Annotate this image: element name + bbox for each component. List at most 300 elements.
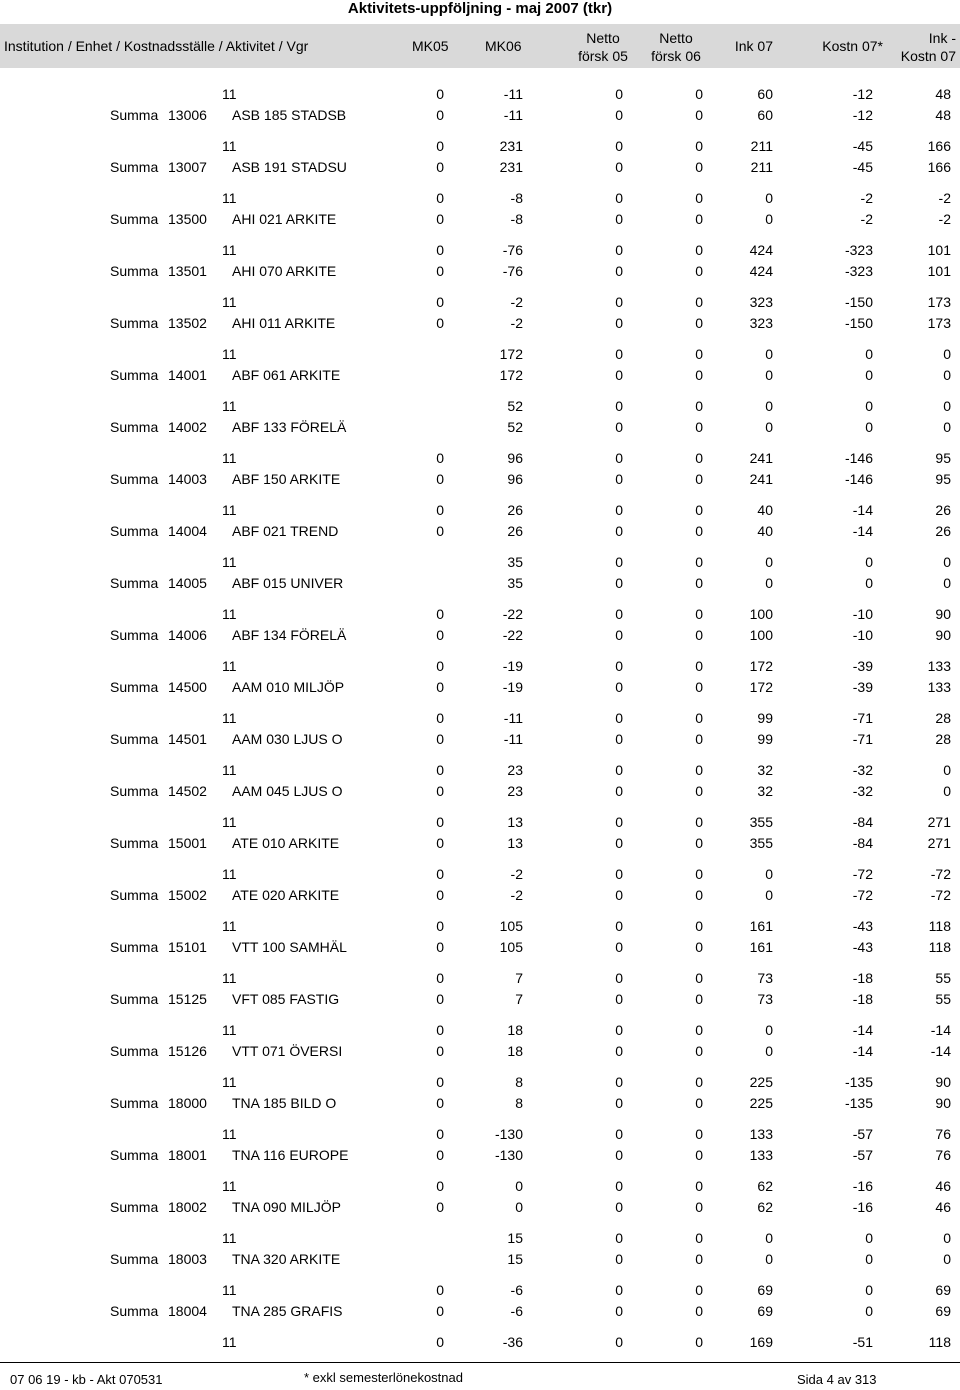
kostn07-total-cell: -14 [852, 1043, 873, 1059]
summary-row [0, 573, 960, 593]
mk05-cell: 0 [436, 294, 444, 310]
netto05-total-cell: 0 [615, 263, 623, 279]
vgr-cell: 11 [222, 814, 237, 830]
activity-name: VFT 085 FASTIG [232, 991, 340, 1007]
header-mk05: MK05 [412, 38, 449, 54]
table-row-group [0, 702, 960, 754]
kostn07-cell: -2 [860, 190, 873, 206]
ink07-cell: 0 [765, 346, 773, 362]
summary-row [0, 885, 960, 905]
mk06-total-cell: 35 [507, 575, 523, 591]
netto05-total-cell: 0 [615, 887, 623, 903]
detail-row [0, 864, 960, 884]
ink07-total-cell: 0 [765, 367, 773, 383]
netto05-total-cell: 0 [615, 991, 623, 1007]
detail-row [0, 240, 960, 260]
mk06-cell: 26 [507, 502, 523, 518]
netto05-cell: 0 [615, 294, 623, 310]
header-ink07: Ink 07 [734, 38, 773, 54]
mk05-total-cell: 0 [436, 1303, 444, 1319]
netto05-total-cell: 0 [615, 419, 623, 435]
mk06-cell: -2 [510, 294, 523, 310]
mk05-cell: 0 [436, 866, 444, 882]
table-row-group [0, 1014, 960, 1066]
mk06-cell: -19 [502, 658, 523, 674]
netto06-total-cell: 0 [695, 731, 703, 747]
netto06-cell: 0 [695, 918, 703, 934]
mk05-cell: 0 [436, 242, 444, 258]
vgr-cell: 11 [222, 502, 237, 518]
detail-row [0, 812, 960, 832]
summa-label: Summa [110, 887, 159, 903]
netto06-cell: 0 [695, 242, 703, 258]
ink07-total-cell: 73 [757, 991, 773, 1007]
ink07-cell: 99 [757, 710, 773, 726]
vgr-cell: 11 [222, 346, 237, 362]
mk06-cell: 18 [507, 1022, 523, 1038]
mk06-cell: 23 [507, 762, 523, 778]
diff-total-cell: 101 [927, 263, 951, 279]
netto06-total-cell: 0 [695, 835, 703, 851]
netto06-cell: 0 [695, 710, 703, 726]
mk05-cell: 0 [436, 450, 444, 466]
table-row-group [0, 1118, 960, 1170]
netto05-cell: 0 [615, 814, 623, 830]
table-row-group [0, 78, 960, 130]
activity-name: AAM 010 MILJÖP [232, 679, 345, 695]
mk06-total-cell: 15 [507, 1251, 523, 1267]
netto05-total-cell: 0 [615, 679, 623, 695]
mk06-total-cell: -2 [510, 315, 523, 331]
mk05-cell: 0 [436, 1282, 444, 1298]
diff-cell: 271 [927, 814, 951, 830]
netto06-total-cell: 0 [695, 1043, 703, 1059]
mk06-total-cell: 8 [515, 1095, 523, 1111]
summary-row [0, 677, 960, 697]
activity-code: 15126 [168, 1043, 207, 1059]
mk05-total-cell: 0 [436, 939, 444, 955]
detail-row [0, 292, 960, 312]
header-netto06: Netto försk 06 [651, 30, 701, 64]
netto05-total-cell: 0 [615, 471, 623, 487]
summary-row [0, 209, 960, 229]
summary-row [0, 157, 960, 177]
netto06-cell: 0 [695, 294, 703, 310]
page-footer [0, 1362, 960, 1390]
mk05-cell: 0 [436, 606, 444, 622]
ink07-cell: 0 [765, 1230, 773, 1246]
diff-cell: 0 [943, 398, 951, 414]
summary-row [0, 781, 960, 801]
mk06-cell: 96 [507, 450, 523, 466]
mk06-total-cell: 105 [499, 939, 523, 955]
activity-code: 18000 [168, 1095, 207, 1111]
kostn07-total-cell: 0 [865, 575, 873, 591]
mk06-total-cell: 96 [507, 471, 523, 487]
diff-total-cell: 95 [935, 471, 951, 487]
table-row-group [0, 286, 960, 338]
netto05-total-cell: 0 [615, 1147, 623, 1163]
activity-name: ATE 010 ARKITE [232, 835, 340, 851]
table-row-group [0, 494, 960, 546]
summary-row [0, 625, 960, 645]
netto06-total-cell: 0 [695, 1095, 703, 1111]
table-row-group [0, 962, 960, 1014]
mk06-total-cell: 52 [507, 419, 523, 435]
diff-total-cell: 46 [935, 1199, 951, 1215]
netto05-cell: 0 [615, 138, 623, 154]
mk05-cell: 0 [436, 710, 444, 726]
ink07-cell: 0 [765, 398, 773, 414]
ink07-cell: 0 [765, 1022, 773, 1038]
ink07-cell: 100 [749, 606, 773, 622]
diff-cell: 0 [943, 554, 951, 570]
mk05-cell: 0 [436, 762, 444, 778]
kostn07-cell: -146 [844, 450, 873, 466]
summa-label: Summa [110, 991, 159, 1007]
activity-code: 14003 [168, 471, 207, 487]
ink07-cell: 60 [757, 86, 773, 102]
ink07-total-cell: 211 [750, 159, 773, 175]
kostn07-total-cell: -10 [852, 627, 873, 643]
summa-label: Summa [110, 107, 159, 123]
netto05-total-cell: 0 [615, 627, 623, 643]
netto05-cell: 0 [615, 554, 623, 570]
netto06-total-cell: 0 [695, 887, 703, 903]
mk05-total-cell: 0 [436, 1043, 444, 1059]
mk05-total-cell: 0 [436, 887, 444, 903]
summa-label: Summa [110, 523, 159, 539]
mk06-cell: 52 [507, 398, 523, 414]
header-kostn07: Kostn 07* [822, 38, 883, 54]
detail-row [0, 500, 960, 520]
vgr-cell: 11 [222, 710, 237, 726]
summa-label: Summa [110, 471, 159, 487]
netto06-cell: 0 [695, 762, 703, 778]
mk05-total-cell: 0 [436, 731, 444, 747]
diff-cell: 90 [935, 606, 951, 622]
netto06-cell: 0 [695, 1334, 703, 1350]
ink07-cell: 424 [749, 242, 773, 258]
summary-row [0, 313, 960, 333]
kostn07-cell: -84 [852, 814, 873, 830]
netto06-total-cell: 0 [695, 471, 703, 487]
diff-cell: 95 [935, 450, 951, 466]
table-row-group [0, 598, 960, 650]
mk06-cell: 35 [507, 554, 523, 570]
activity-name: VTT 100 SAMHÄL [232, 939, 347, 955]
mk06-cell: 231 [499, 138, 523, 154]
ink07-total-cell: 355 [749, 835, 773, 851]
activity-code: 14001 [168, 367, 207, 383]
diff-cell: 76 [935, 1126, 951, 1142]
vgr-cell: 11 [222, 398, 237, 414]
summary-row [0, 729, 960, 749]
ink07-total-cell: 60 [757, 107, 773, 123]
ink07-total-cell: 0 [765, 419, 773, 435]
summary-row [0, 469, 960, 489]
summary-row [0, 1093, 960, 1113]
kostn07-total-cell: -150 [844, 315, 873, 331]
table-row-group [0, 910, 960, 962]
detail-row [0, 604, 960, 624]
mk06-cell: 15 [507, 1230, 523, 1246]
netto06-total-cell: 0 [695, 991, 703, 1007]
mk06-total-cell: -8 [510, 211, 523, 227]
ink07-cell: 241 [749, 450, 773, 466]
footer-print-info: 07 06 19 - kb - Akt 070531 [10, 1372, 163, 1387]
mk05-cell: 0 [436, 1022, 444, 1038]
kostn07-total-cell: -57 [852, 1147, 873, 1163]
netto05-cell: 0 [615, 1074, 623, 1090]
ink07-cell: 0 [765, 554, 773, 570]
detail-row [0, 552, 960, 572]
mk06-cell: 8 [515, 1074, 523, 1090]
netto06-total-cell: 0 [695, 315, 703, 331]
vgr-cell: 11 [222, 866, 237, 882]
netto06-cell: 0 [695, 1022, 703, 1038]
diff-total-cell: 90 [935, 1095, 951, 1111]
netto06-cell: 0 [695, 190, 703, 206]
kostn07-cell: 0 [865, 1230, 873, 1246]
detail-row [0, 1020, 960, 1040]
summa-label: Summa [110, 159, 159, 175]
summa-label: Summa [110, 1095, 159, 1111]
diff-cell: 118 [928, 1334, 951, 1350]
diff-cell: 46 [935, 1178, 951, 1194]
netto06-total-cell: 0 [695, 1199, 703, 1215]
mk05-cell: 0 [436, 918, 444, 934]
activity-code: 14004 [168, 523, 207, 539]
mk06-total-cell: 0 [515, 1199, 523, 1215]
netto06-cell: 0 [695, 1074, 703, 1090]
vgr-cell: 11 [222, 554, 237, 570]
table-row-group [0, 130, 960, 182]
diff-total-cell: 55 [935, 991, 951, 1007]
netto06-total-cell: 0 [695, 1303, 703, 1319]
ink07-cell: 32 [757, 762, 773, 778]
kostn07-cell: 0 [865, 554, 873, 570]
detail-row [0, 1280, 960, 1300]
diff-total-cell: 0 [943, 783, 951, 799]
activity-code: 15001 [168, 835, 207, 851]
mk05-cell: 0 [436, 1126, 444, 1142]
activity-name: ABF 134 FÖRELÄ [232, 627, 347, 643]
mk05-total-cell: 0 [436, 315, 444, 331]
mk06-total-cell: -11 [503, 731, 523, 747]
netto05-total-cell: 0 [615, 1095, 623, 1111]
activity-name: ABF 133 FÖRELÄ [232, 419, 347, 435]
diff-cell: 69 [935, 1282, 951, 1298]
netto06-total-cell: 0 [695, 263, 703, 279]
netto05-total-cell: 0 [615, 211, 623, 227]
detail-row [0, 1124, 960, 1144]
netto06-cell: 0 [695, 398, 703, 414]
ink07-cell: 323 [749, 294, 773, 310]
ink07-total-cell: 99 [757, 731, 773, 747]
diff-cell: 26 [935, 502, 951, 518]
netto06-cell: 0 [695, 450, 703, 466]
kostn07-cell: -16 [852, 1178, 873, 1194]
mk06-cell: -11 [503, 86, 523, 102]
activity-name: ABF 061 ARKITE [232, 367, 341, 383]
mk05-cell: 0 [436, 190, 444, 206]
activity-name: TNA 185 BILD O [232, 1095, 337, 1111]
activity-code: 15101 [168, 939, 207, 955]
kostn07-cell: -14 [852, 1022, 873, 1038]
netto06-total-cell: 0 [695, 107, 703, 123]
ink07-total-cell: 62 [757, 1199, 773, 1215]
activity-code: 15125 [168, 991, 207, 1007]
netto05-total-cell: 0 [615, 939, 623, 955]
detail-row [0, 708, 960, 728]
mk06-cell: -6 [510, 1282, 523, 1298]
summa-label: Summa [110, 627, 159, 643]
activity-code: 13006 [168, 107, 207, 123]
activity-code: 13502 [168, 315, 207, 331]
mk05-total-cell: 0 [436, 627, 444, 643]
summary-row [0, 1145, 960, 1165]
kostn07-total-cell: -16 [852, 1199, 873, 1215]
netto05-cell: 0 [615, 398, 623, 414]
ink07-cell: 355 [749, 814, 773, 830]
summary-row [0, 365, 960, 385]
netto05-total-cell: 0 [615, 835, 623, 851]
ink07-total-cell: 32 [757, 783, 773, 799]
mk06-cell: 172 [499, 346, 523, 362]
mk06-total-cell: 7 [515, 991, 523, 1007]
ink07-total-cell: 0 [765, 211, 773, 227]
netto05-cell: 0 [615, 970, 623, 986]
mk05-total-cell: 0 [436, 211, 444, 227]
column-header-bar [0, 24, 960, 68]
kostn07-cell: -57 [852, 1126, 873, 1142]
footer-page-number: Sida 4 av 313 [797, 1372, 877, 1387]
diff-cell: -2 [938, 190, 951, 206]
activity-name: TNA 320 ARKITE [232, 1251, 341, 1267]
table-row-group [0, 442, 960, 494]
netto06-cell: 0 [695, 970, 703, 986]
kostn07-cell: -12 [852, 86, 873, 102]
kostn07-cell: -43 [852, 918, 873, 934]
mk06-cell: -11 [503, 710, 523, 726]
netto05-total-cell: 0 [615, 575, 623, 591]
vgr-cell: 11 [222, 242, 237, 258]
diff-cell: 90 [935, 1074, 951, 1090]
mk06-cell: -76 [502, 242, 523, 258]
diff-total-cell: 0 [943, 367, 951, 383]
table-row-group [0, 1222, 960, 1274]
mk05-total-cell: 0 [436, 835, 444, 851]
netto05-cell: 0 [615, 866, 623, 882]
mk05-cell: 0 [436, 970, 444, 986]
vgr-cell: 11 [222, 1334, 237, 1350]
netto05-total-cell: 0 [615, 731, 623, 747]
diff-cell: 0 [943, 1230, 951, 1246]
netto06-cell: 0 [695, 1230, 703, 1246]
ink07-total-cell: 0 [765, 887, 773, 903]
vgr-cell: 11 [222, 1282, 237, 1298]
detail-row [0, 1072, 960, 1092]
summary-row [0, 1041, 960, 1061]
mk06-total-cell: -11 [503, 107, 523, 123]
table-row-group [0, 754, 960, 806]
kostn07-cell: -150 [844, 294, 873, 310]
netto05-total-cell: 0 [615, 315, 623, 331]
ink07-cell: 169 [749, 1334, 773, 1350]
vgr-cell: 11 [222, 918, 237, 934]
summary-row [0, 417, 960, 437]
kostn07-total-cell: -71 [852, 731, 873, 747]
activity-name: AHI 070 ARKITE [232, 263, 337, 279]
diff-total-cell: 271 [927, 835, 951, 851]
activity-code: 14006 [168, 627, 207, 643]
diff-total-cell: 0 [943, 575, 951, 591]
footer-note: * exkl semesterlönekostnad [304, 1370, 463, 1385]
activity-name: TNA 285 GRAFIS [232, 1303, 343, 1319]
mk05-cell: 0 [436, 814, 444, 830]
ink07-cell: 73 [757, 970, 773, 986]
kostn07-total-cell: -39 [852, 679, 873, 695]
mk06-total-cell: -76 [502, 263, 523, 279]
vgr-cell: 11 [222, 1074, 237, 1090]
mk05-total-cell: 0 [436, 523, 444, 539]
header-netto05: Netto försk 05 [578, 30, 628, 64]
mk05-total-cell: 0 [436, 1199, 444, 1215]
vgr-cell: 11 [222, 1126, 237, 1142]
kostn07-total-cell: -72 [852, 887, 873, 903]
ink07-total-cell: 0 [765, 575, 773, 591]
summa-label: Summa [110, 263, 159, 279]
netto06-cell: 0 [695, 1126, 703, 1142]
netto05-cell: 0 [615, 190, 623, 206]
activity-name: TNA 116 EUROPE [232, 1147, 349, 1163]
netto06-total-cell: 0 [695, 1147, 703, 1163]
table-row-group [0, 234, 960, 286]
ink07-cell: 211 [750, 138, 773, 154]
mk06-cell: 13 [507, 814, 523, 830]
ink07-cell: 0 [765, 866, 773, 882]
detail-row [0, 136, 960, 156]
kostn07-cell: 0 [865, 346, 873, 362]
mk05-total-cell: 0 [436, 1147, 444, 1163]
activity-code: 18001 [168, 1147, 207, 1163]
vgr-cell: 11 [222, 1230, 237, 1246]
netto05-cell: 0 [615, 762, 623, 778]
activity-code: 14002 [168, 419, 207, 435]
activity-code: 14502 [168, 783, 207, 799]
header-mk06: MK06 [485, 38, 522, 54]
mk05-total-cell: 0 [436, 471, 444, 487]
vgr-cell: 11 [222, 606, 237, 622]
activity-name: TNA 090 MILJÖP [232, 1199, 341, 1215]
netto05-cell: 0 [615, 1282, 623, 1298]
kostn07-cell: 0 [865, 398, 873, 414]
netto06-cell: 0 [695, 1282, 703, 1298]
kostn07-cell: -72 [852, 866, 873, 882]
netto05-cell: 0 [615, 606, 623, 622]
ink07-cell: 0 [765, 190, 773, 206]
kostn07-total-cell: -135 [844, 1095, 873, 1111]
summary-row [0, 261, 960, 281]
ink07-total-cell: 161 [749, 939, 773, 955]
report-title: Aktivitets-uppföljning - maj 2007 (tkr) [347, 0, 613, 17]
summa-label: Summa [110, 211, 159, 227]
kostn07-total-cell: -146 [844, 471, 873, 487]
diff-total-cell: 133 [927, 679, 951, 695]
kostn07-cell: -32 [852, 762, 873, 778]
table-row-group [0, 1274, 960, 1326]
